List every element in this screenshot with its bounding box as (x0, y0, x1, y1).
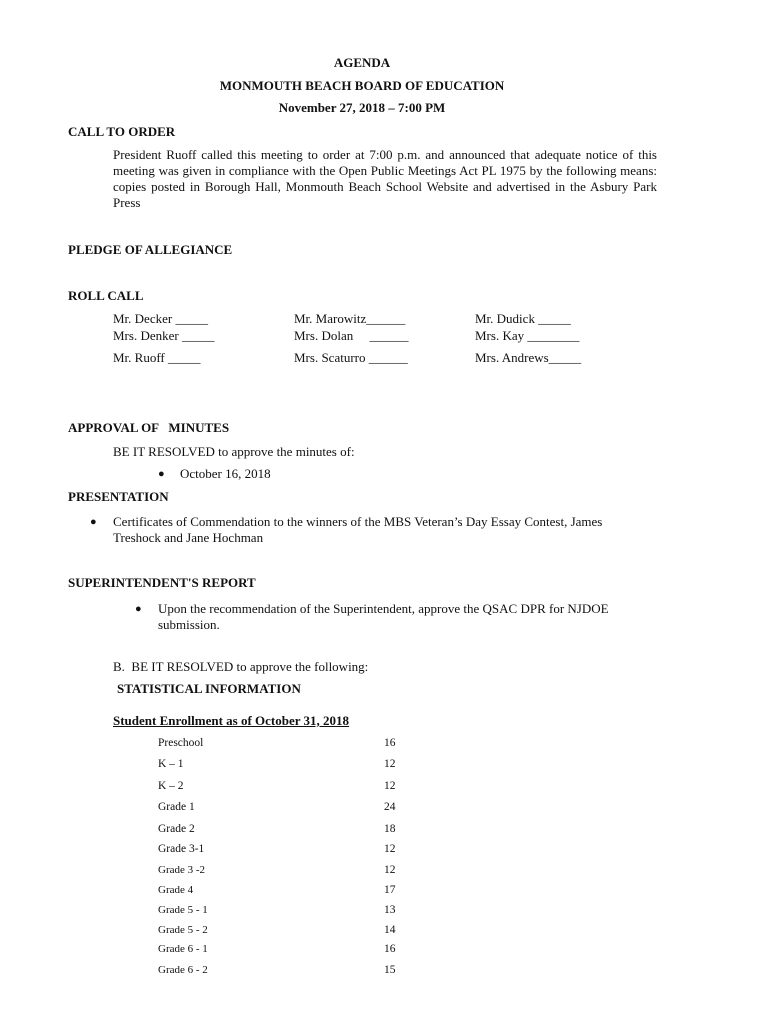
call-to-order-heading: CALL TO ORDER (68, 124, 176, 139)
table-row-count: 18 (384, 823, 396, 835)
table-row-count: 14 (384, 924, 396, 936)
meeting-date: November 27, 2018 – 7:00 PM (278, 100, 446, 115)
roll-member: Mr. Ruoff _____ (113, 350, 201, 365)
roll-member: Mr. Dudick _____ (475, 311, 571, 326)
table-row-grade: K – 1 (158, 758, 184, 770)
roll-call-heading: ROLL CALL (68, 288, 144, 303)
superintendent-item-text: Upon the recommendation of the Superintendent, approve the QSAC DPR for NJDOE submission. (158, 601, 609, 632)
superintendent-heading: SUPERINTENDENT'S REPORT (68, 575, 256, 590)
roll-member: Mr. Decker _____ (113, 311, 208, 326)
list-item (158, 466, 271, 482)
roll-member: Mrs. Dolan ______ (294, 328, 409, 343)
minutes-date: October 16, 2018 (180, 466, 271, 481)
roll-member: Mr. Marowitz______ (294, 311, 406, 326)
call-to-order-text: President Ruoff called this meeting to order at 7:00 p.m. and announced that adequate notice of this meeting was given in compliance with the Open Public Meetings Act PL 1975 by the following means: copies posted in Borough Hall, Monmouth Beach School Website and advertised in the Asbury Park Press (113, 147, 657, 210)
list-item (90, 514, 650, 546)
roll-member: Mrs. Denker _____ (113, 328, 215, 343)
table-row-grade: K – 2 (158, 780, 184, 792)
table-row-grade: Grade 2 (158, 823, 195, 835)
table-row-count: 17 (384, 884, 396, 896)
board-name: MONMOUTH BEACH BOARD OF EDUCATION (219, 78, 505, 93)
resolved-text: B. BE IT RESOLVED to approve the following: (113, 659, 369, 674)
enrollment-heading: Student Enrollment as of October 31, 2018 (113, 713, 350, 728)
table-row-count: 12 (384, 758, 396, 770)
table-row-grade: Grade 5 - 1 (158, 904, 208, 916)
table-row-grade: Grade 6 - 1 (158, 943, 208, 955)
minutes-heading: APPROVAL OF MINUTES (68, 420, 230, 435)
table-row-count: 16 (384, 943, 396, 955)
list-item (135, 601, 635, 633)
bullet-icon: ● (135, 603, 142, 615)
table-row-count: 15 (384, 964, 396, 976)
table-row-count: 12 (384, 780, 396, 792)
table-row-grade: Grade 6 - 2 (158, 964, 208, 976)
table-row-grade: Grade 4 (158, 884, 194, 896)
bullet-icon: ● (158, 468, 165, 480)
table-row-count: 24 (384, 801, 396, 813)
table-row-grade: Grade 3 -2 (158, 864, 206, 876)
bullet-icon: ● (90, 516, 97, 528)
table-row-count: 16 (384, 737, 396, 749)
presentation-text: Certificates of Commendation to the winners of the MBS Veteran’s Day Essay Contest, James Treshock and Jane Hochman (113, 514, 603, 545)
agenda-title: AGENDA (333, 55, 391, 70)
roll-member: Mrs. Scaturro ______ (294, 350, 408, 365)
table-row-count: 12 (384, 843, 396, 855)
pledge-heading: PLEDGE OF ALLEGIANCE (68, 242, 233, 257)
table-row-count: 13 (384, 904, 396, 916)
table-row-grade: Grade 1 (158, 801, 195, 813)
table-row-grade: Grade 3-1 (158, 843, 205, 855)
minutes-resolved-text: BE IT RESOLVED to approve the minutes of: (113, 444, 355, 459)
roll-member: Mrs. Andrews_____ (475, 350, 582, 365)
statistical-heading: STATISTICAL INFORMATION (117, 681, 301, 696)
presentation-heading: PRESENTATION (68, 489, 169, 504)
roll-member: Mrs. Kay ________ (475, 328, 580, 343)
table-row-grade: Grade 5 - 2 (158, 924, 208, 936)
table-row-grade: Preschool (158, 737, 204, 749)
table-row-count: 12 (384, 864, 396, 876)
